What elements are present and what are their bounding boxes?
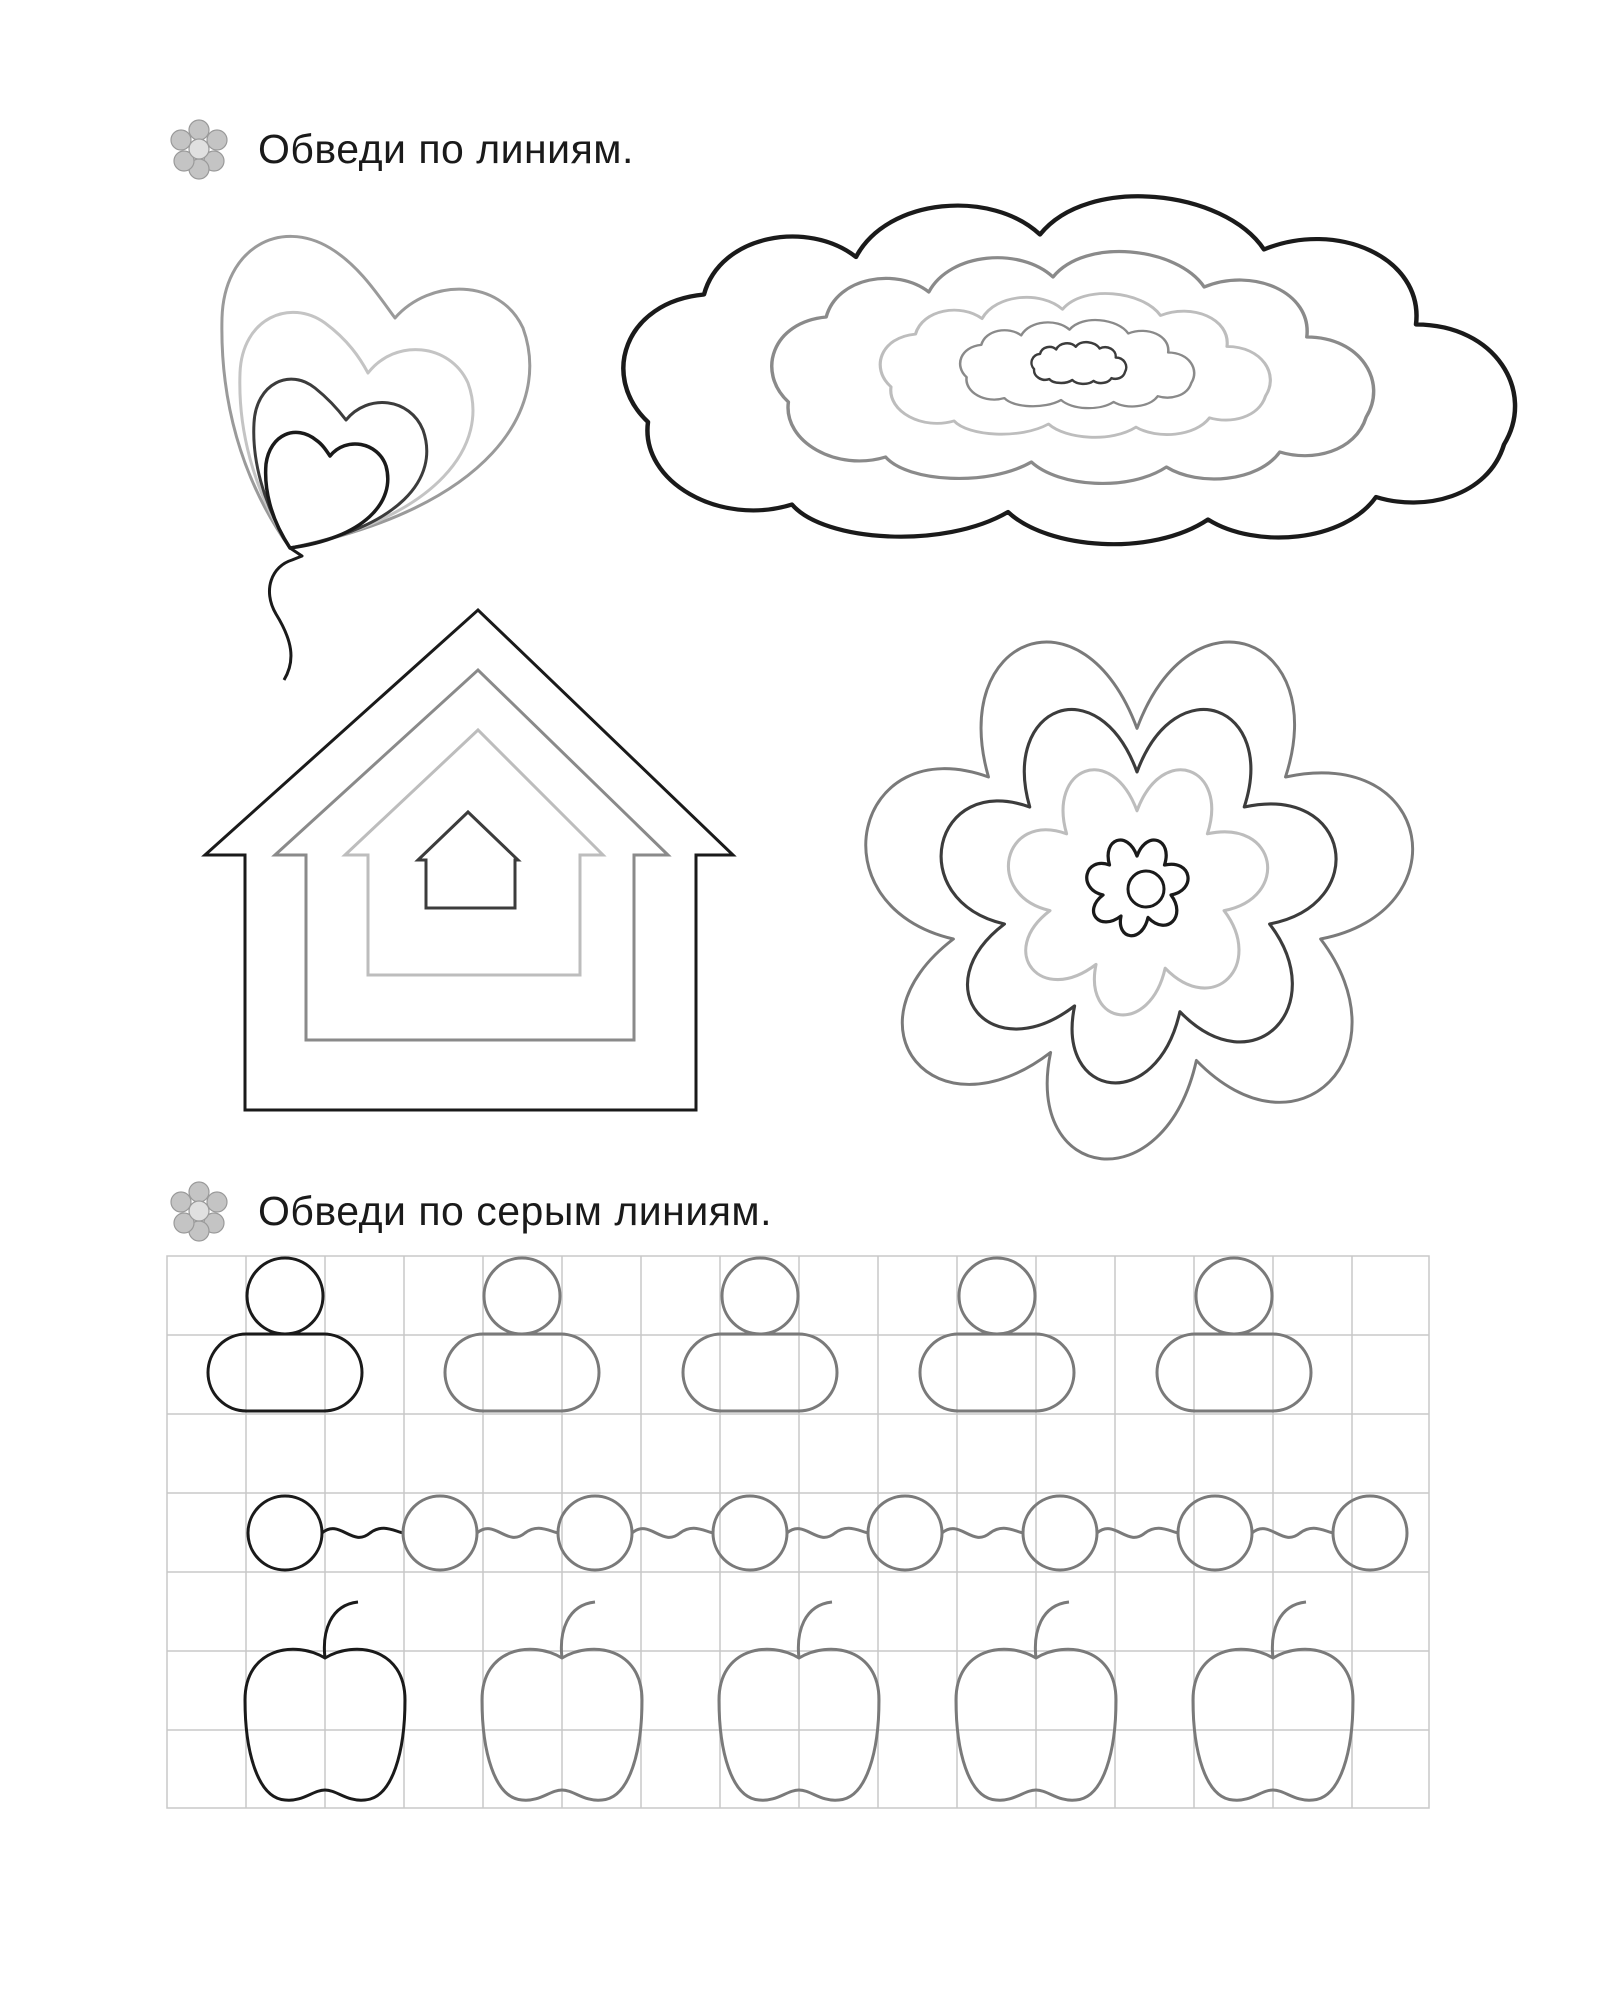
cloud-figure — [623, 196, 1515, 544]
tracing-grid — [167, 1256, 1429, 1808]
instruction-text: Обведи по линиям. — [258, 125, 634, 172]
flower-figure — [866, 642, 1413, 1159]
house-figure — [205, 610, 733, 1110]
chain-row — [248, 1496, 1407, 1570]
instruction-text: Обведи по серым линиям. — [258, 1187, 773, 1234]
